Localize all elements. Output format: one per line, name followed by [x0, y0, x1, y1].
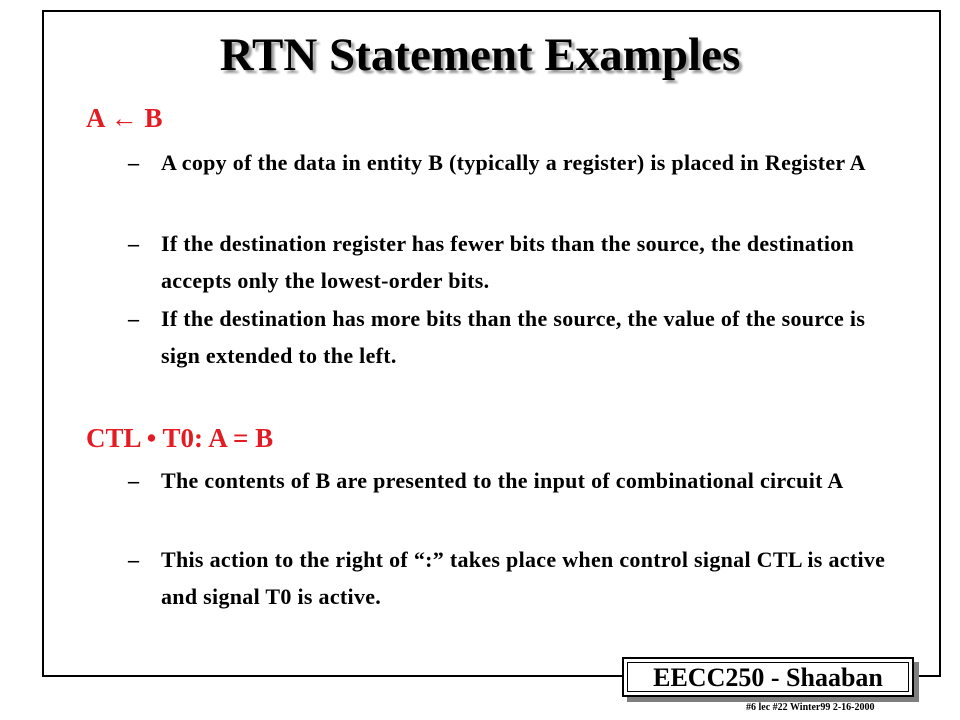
- bullet-dash: –: [128, 306, 140, 331]
- bullet-dash: –: [128, 468, 140, 493]
- course-badge: [622, 657, 914, 697]
- bullet-text: If the destination register has fewer bits than the source, the destination accepts only the lowest-order bits.: [161, 231, 855, 293]
- course-badge-label: EECC250 - Shaaban: [627, 662, 909, 692]
- bullet-item: [128, 462, 888, 499]
- bullet-item: [128, 144, 888, 181]
- bullet-text: This action to the right of “:” takes place when control signal CTL is active and signal T0 is active.: [161, 547, 886, 609]
- bullet-dash: –: [128, 231, 140, 256]
- bullet-item: [128, 541, 888, 615]
- bullet-item: [128, 225, 888, 299]
- bullet-text: If the destination has more bits than the source, the value of the source is sign extended to the left.: [161, 306, 866, 368]
- section-heading-conditional: CTL • T0: A = B: [86, 423, 274, 453]
- bullet-item: [128, 300, 888, 374]
- slide-title: RTN Statement Examples: [219, 29, 741, 81]
- bullet-text: A copy of the data in entity B (typically a register) is placed in Register A: [161, 150, 866, 175]
- bullet-dash: –: [128, 150, 140, 175]
- slide-footer: #6 lec #22 Winter99 2-16-2000: [746, 702, 875, 713]
- bullet-text: The contents of B are presented to the input of combinational circuit A: [161, 468, 844, 493]
- section-heading-assignment: A ← B: [86, 103, 163, 133]
- bullet-dash: –: [128, 547, 140, 572]
